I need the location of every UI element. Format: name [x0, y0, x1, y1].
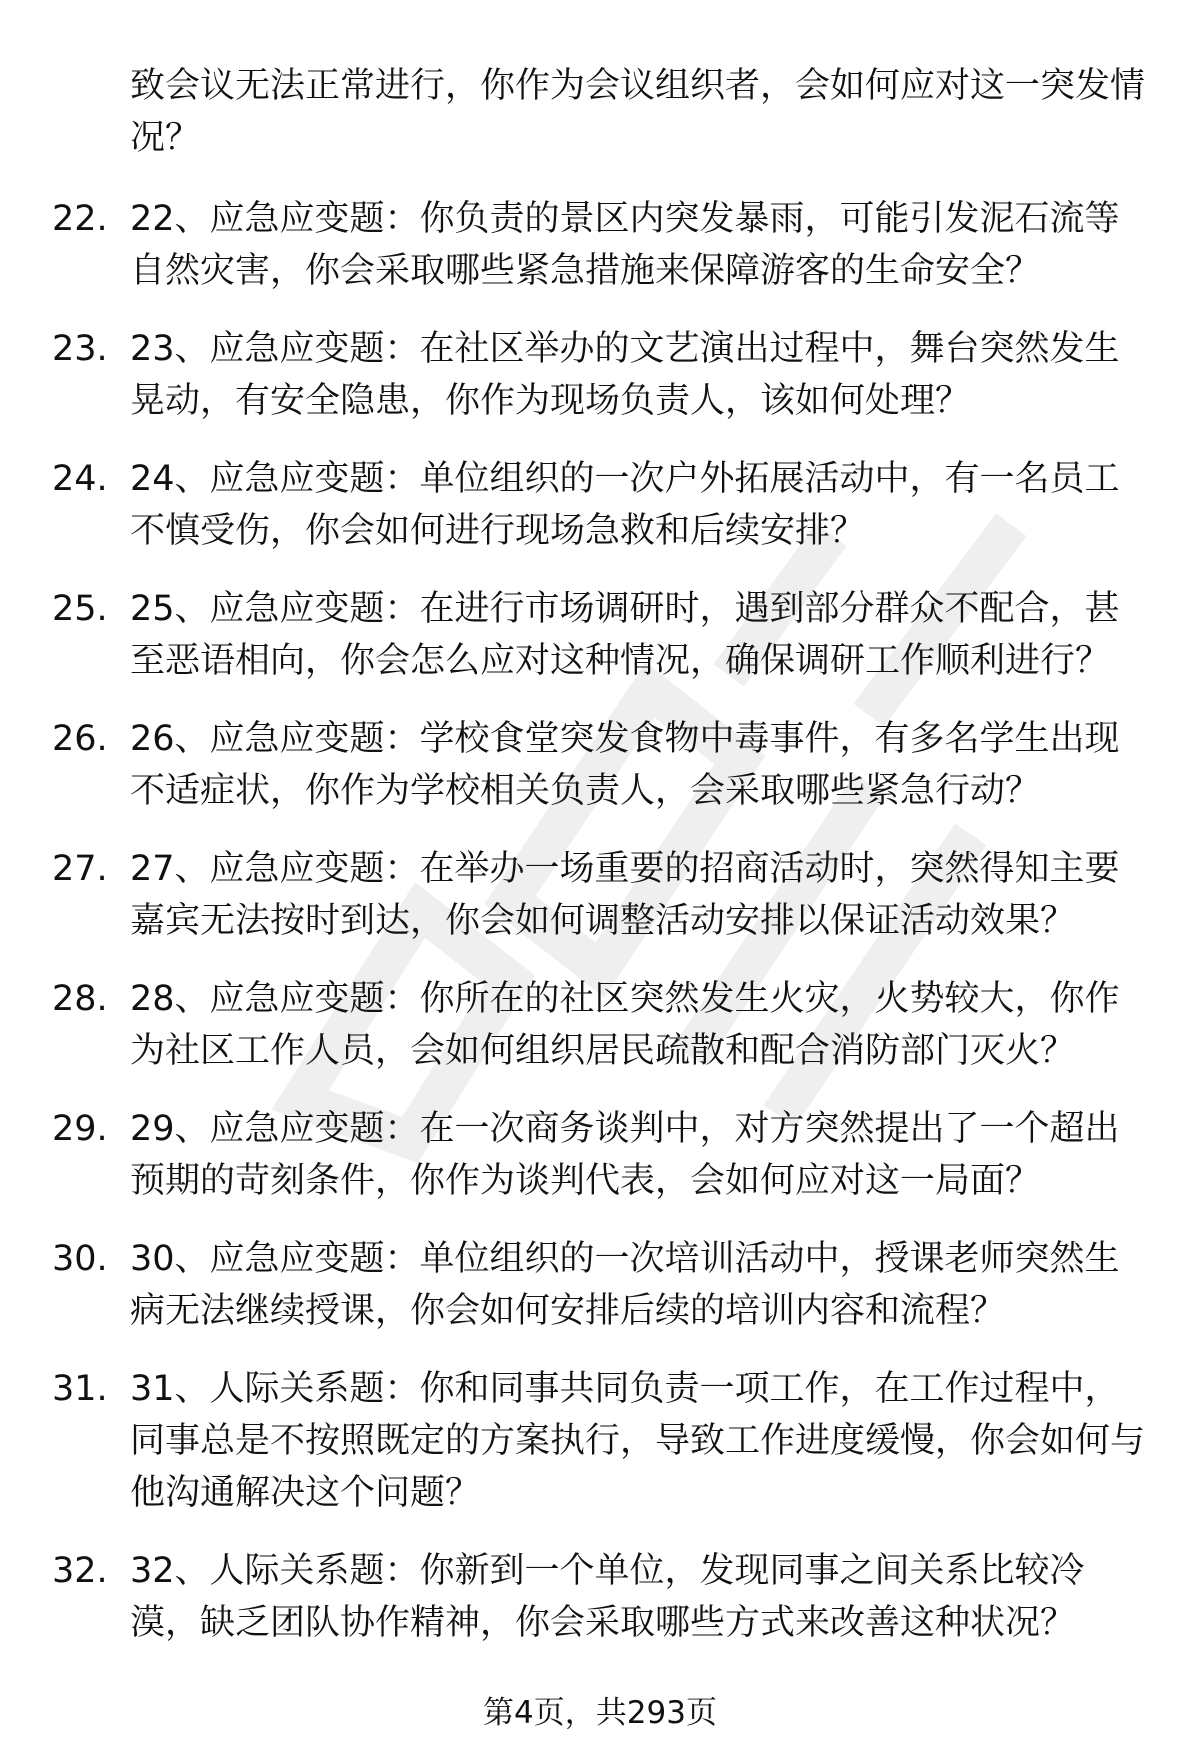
list-item-text: 22、应急应变题：你负责的景区内突发暴雨，可能引发泥石流等自然灾害，你会采取哪些紧急措施来保障游客的生命安全？ [130, 199, 1120, 291]
list-item-text: 26、应急应变题：学校食堂突发食物中毒事件，有多名学生出现不适症状，你作为学校相关负责人，会采取哪些紧急行动？ [130, 719, 1120, 811]
list-item-text: 25、应急应变题：在进行市场调研时，遇到部分群众不配合，甚至恶语相向，你会怎么应对这种情况，确保调研工作顺利进行？ [130, 589, 1120, 681]
list-item [0, 323, 1200, 427]
list-item-number: 31. [52, 1369, 108, 1409]
list-item-number: 22. [52, 199, 108, 239]
list-item [0, 713, 1200, 817]
list-item-number: 23. [52, 329, 108, 369]
list-item [0, 453, 1200, 557]
list-item-number: 32. [52, 1551, 108, 1591]
list-item [0, 973, 1200, 1077]
list-item-text: 23、应急应变题：在社区举办的文艺演出过程中，舞台突然发生晃动，有安全隐患，你作为现场负责人，该如何处理？ [130, 329, 1120, 421]
list-item [0, 843, 1200, 947]
continuation-paragraph: 致会议无法正常进行，你作为会议组织者，会如何应对这一突发情况？ [130, 66, 1146, 158]
list-item-number: 28. [52, 979, 108, 1019]
list-item-text: 28、应急应变题：你所在的社区突然发生火灾，火势较大，你作为社区工作人员，会如何组织居民疏散和配合消防部门灭火？ [130, 979, 1120, 1071]
list-item-number: 24. [52, 459, 108, 499]
list-item [0, 583, 1200, 687]
question-list [0, 193, 1200, 1675]
list-item-text: 32、人际关系题：你新到一个单位，发现同事之间关系比较冷漠，缺乏团队协作精神，你会采取哪些方式来改善这种状况？ [130, 1551, 1085, 1643]
list-item [0, 1103, 1200, 1207]
list-item-text: 27、应急应变题：在举办一场重要的招商活动时，突然得知主要嘉宾无法按时到达，你会如何调整活动安排以保证活动效果？ [130, 849, 1120, 941]
list-item [0, 193, 1200, 297]
page-number-footer: 第4页，共293页 [483, 1695, 717, 1731]
list-item [0, 1233, 1200, 1337]
list-item-number: 26. [52, 719, 108, 759]
list-item-number: 29. [52, 1109, 108, 1149]
list-item-text: 24、应急应变题：单位组织的一次户外拓展活动中，有一名员工不慎受伤，你会如何进行现场急救和后续安排？ [130, 459, 1120, 551]
list-item-text: 30、应急应变题：单位组织的一次培训活动中，授课老师突然生病无法继续授课，你会如何安排后续的培训内容和流程？ [130, 1239, 1120, 1331]
list-item-text: 29、应急应变题：在一次商务谈判中，对方突然提出了一个超出预期的苛刻条件，你作为谈判代表，会如何应对这一局面？ [130, 1109, 1120, 1201]
list-item-number: 27. [52, 849, 108, 889]
list-item [0, 1363, 1200, 1519]
list-item-number: 30. [52, 1239, 108, 1279]
list-item [0, 1545, 1200, 1649]
list-item-number: 25. [52, 589, 108, 629]
list-item-text: 31、人际关系题：你和同事共同负责一项工作，在工作过程中，同事总是不按照既定的方案执行，导致工作进度缓慢，你会如何与他沟通解决这个问题？ [130, 1369, 1146, 1513]
